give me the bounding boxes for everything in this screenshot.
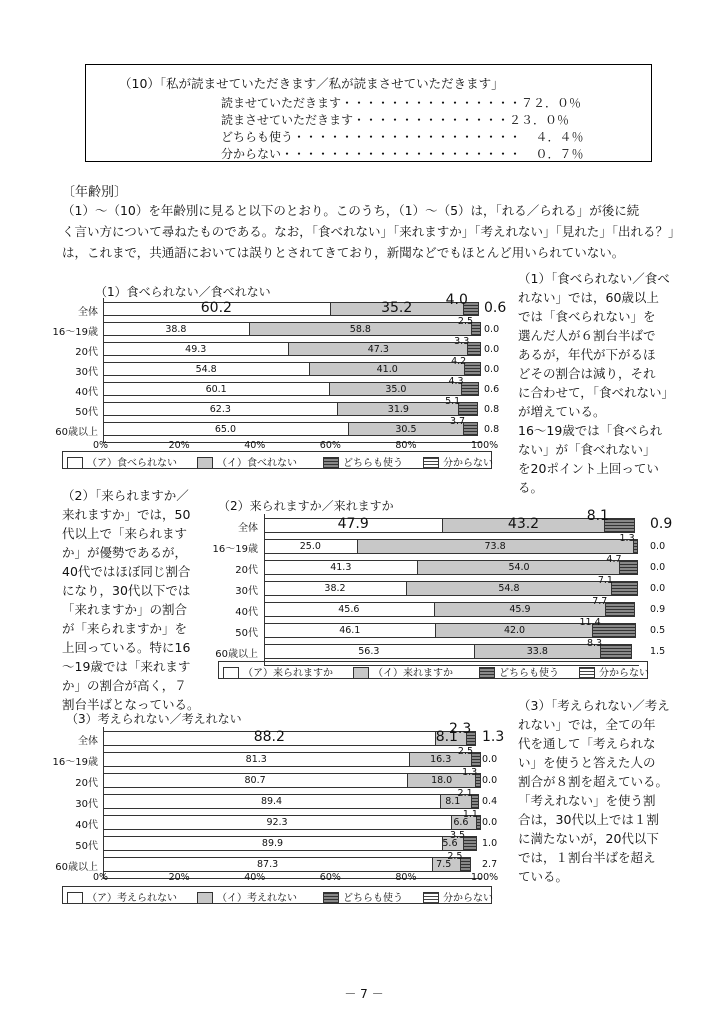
- data-label-unknown: 0.0: [482, 817, 498, 828]
- data-label-unknown: 0.0: [484, 364, 500, 375]
- legend-swatch: [67, 457, 83, 469]
- note-line: どその割合は減り，それ: [518, 366, 656, 381]
- note-1: [518, 269, 718, 497]
- data-label: 2.1: [457, 788, 473, 799]
- note-line: 代以上で「来られます: [62, 526, 188, 541]
- legend-swatch: [423, 457, 439, 469]
- legend-swatch: [323, 457, 339, 469]
- axis-tick-label: 20%: [168, 872, 190, 883]
- summary-row: どちらも使う・・・・・・・・・・・・・・・・・・・ ４．４％: [221, 130, 584, 144]
- note-line: 16～19歳では「食べられ: [518, 423, 663, 438]
- note-line: を20ポイント上回ってい: [518, 461, 659, 476]
- data-label: 65.0: [214, 424, 236, 435]
- bar-segment-both: [601, 644, 632, 659]
- data-label: 49.3: [185, 344, 207, 355]
- data-label: 35.2: [381, 300, 413, 316]
- data-label: 8.3: [586, 638, 603, 649]
- note-line: あるが，年代が下がるほ: [518, 347, 656, 362]
- data-label: 5.1: [445, 396, 461, 407]
- data-label-unknown: 0.8: [484, 404, 500, 415]
- data-label-unknown: 0.8: [484, 424, 500, 435]
- legend-label: 分からない: [443, 893, 493, 904]
- note-line: る。: [518, 480, 544, 495]
- axis-tick-label: 80%: [395, 872, 417, 883]
- note-line: 合は，30代以上では１割: [518, 812, 659, 827]
- chart-legend: [62, 451, 492, 469]
- data-label: 46.1: [339, 625, 361, 636]
- data-label-unknown: 0.9: [650, 604, 666, 615]
- legend-swatch: [197, 892, 213, 904]
- data-label-unknown: 2.7: [482, 859, 498, 870]
- data-label: 89.4: [260, 796, 283, 807]
- data-label-unknown: 0.0: [482, 754, 498, 765]
- data-label-unknown: 0.0: [650, 541, 666, 552]
- axis-tick-label: 20%: [168, 440, 190, 451]
- legend-swatch: [353, 667, 369, 679]
- data-label: 56.3: [358, 646, 380, 657]
- data-label: 41.3: [330, 562, 352, 573]
- data-label: 3.7: [449, 416, 466, 427]
- note-line: れない」では，60歳以上: [518, 290, 659, 305]
- bar-segment-both: [472, 794, 480, 809]
- legend-label: （ア）食べられない: [87, 458, 177, 469]
- data-label: 4.7: [606, 554, 622, 565]
- bar-segment-both: [468, 342, 480, 356]
- note-line: 選んだ人が６割台半ばで: [518, 328, 656, 343]
- bar-segment-both: [464, 422, 478, 436]
- data-label-unknown: 0.0: [484, 344, 500, 355]
- data-label: 4.3: [448, 376, 464, 387]
- note-line: （3）「考えられない／考え: [518, 698, 670, 713]
- note-line: い」を使うと答えた人の: [518, 755, 656, 770]
- note-line: か」が優勢であるが，: [62, 545, 188, 560]
- chart-legend: [218, 661, 648, 679]
- data-label: 35.0: [385, 384, 407, 395]
- data-label-unknown: 0.0: [650, 562, 666, 573]
- data-label-unknown: 0.6: [484, 384, 500, 395]
- category-label: 全体: [78, 736, 98, 747]
- data-label: 80.7: [244, 775, 266, 786]
- data-label-unknown: 0.9: [650, 516, 673, 532]
- category-label: 40代: [235, 607, 258, 618]
- note-line: が「来られますか」を: [62, 621, 188, 636]
- data-label: 73.8: [484, 541, 506, 552]
- data-label-unknown: 0.4: [482, 796, 498, 807]
- intro-line: （1）～（10）を年齢別に見ると以下のとおり。このうち，（1）～（5）は，「れる／られる」が後に続: [62, 203, 640, 218]
- note-line: ている。: [518, 869, 569, 884]
- page-number: － 7 －: [344, 987, 384, 1001]
- legend-swatch: [197, 457, 213, 469]
- data-label: 31.9: [387, 404, 409, 415]
- bar-segment-both: [461, 857, 470, 872]
- bar-segment-both: [464, 836, 477, 851]
- category-label: 50代: [75, 841, 98, 852]
- data-label: 87.3: [256, 859, 279, 870]
- bar-segment-both: [605, 518, 635, 533]
- data-label: 4.0: [445, 292, 468, 308]
- data-label: 8.1: [445, 796, 461, 807]
- axis-tick-label: 0%: [93, 872, 109, 883]
- legend-swatch: [479, 667, 495, 679]
- data-label: 89.9: [261, 838, 284, 849]
- data-label: 1.1: [462, 809, 478, 820]
- data-label: 92.3: [266, 817, 288, 828]
- summary-row: 読まさせていただきます・・・・・・・・・・・・・２３．０％: [221, 113, 570, 127]
- data-label: 6.6: [453, 817, 469, 828]
- chart-title: （2）来られますか／来れますか: [218, 499, 394, 513]
- note-line: ～19歳では「来れます: [62, 659, 191, 674]
- data-label-unknown: 0.5: [650, 625, 666, 636]
- axis-tick-label: 60%: [319, 872, 341, 883]
- legend-label: 分からない: [599, 668, 649, 679]
- data-label: 2.5: [457, 746, 474, 757]
- data-label: 3.5: [449, 830, 466, 841]
- category-label: 全体: [238, 523, 258, 534]
- data-label: 8.1: [435, 729, 458, 745]
- note-line: 上回っている。特に16: [62, 640, 191, 655]
- legend-label: どちらも使う: [343, 893, 403, 904]
- category-label: 60歳以上: [55, 427, 98, 438]
- data-label: 47.9: [337, 516, 369, 532]
- bar-segment-both: [612, 581, 639, 596]
- data-label: 54.8: [195, 364, 217, 375]
- data-label-unknown: 1.5: [650, 646, 666, 657]
- axis-tick-label: 40%: [244, 440, 266, 451]
- note-line: に合わせて，「食べれない」: [518, 385, 675, 400]
- summary-row: 読ませていただきます・・・・・・・・・・・・・・・７２．０％: [221, 96, 582, 110]
- axis-tick-label: 100%: [471, 440, 499, 451]
- data-label-unknown: 0.0: [484, 324, 500, 335]
- data-label: 81.3: [245, 754, 267, 765]
- bar-segment-both: [462, 382, 478, 396]
- intro-line: は，これまで，共通語においては誤りとされてきており，新聞などでもほとんど用いられていない。: [62, 245, 625, 260]
- category-label: 20代: [235, 565, 258, 576]
- data-label: 42.0: [503, 625, 526, 636]
- data-label: 8.1: [586, 508, 609, 524]
- note-line: では，１割台半ばを超え: [518, 850, 656, 865]
- axis-tick-label: 0%: [93, 440, 109, 451]
- legend-label: （イ）考えれない: [217, 893, 297, 904]
- data-label: 7.1: [597, 575, 613, 586]
- data-label: 38.2: [324, 583, 346, 594]
- category-label: 40代: [75, 820, 98, 831]
- bar-segment-both: [465, 362, 481, 376]
- legend-label: （ア）来られますか: [243, 668, 333, 679]
- legend-label: （イ）来れますか: [373, 668, 453, 679]
- category-label: 60歳以上: [55, 862, 98, 873]
- data-label: 7.7: [592, 596, 608, 607]
- category-label: 16～19歳: [52, 327, 98, 338]
- summary-box: [85, 64, 652, 162]
- note-line: 来れますか」では，50: [62, 507, 191, 522]
- note-line: 40代ではほぼ同じ割合: [62, 564, 191, 579]
- legend-label: 分からない: [443, 458, 493, 469]
- data-label: 58.8: [349, 324, 371, 335]
- data-label-unknown: 1.0: [482, 838, 498, 849]
- data-label: 2.3: [449, 721, 472, 737]
- data-label-unknown: 0.0: [482, 775, 498, 786]
- note-line: では「食べられない」を: [518, 309, 656, 324]
- data-label: 88.2: [253, 729, 285, 745]
- note-line: 割合が８割を超えている。: [518, 774, 669, 789]
- note-line: に満たないが，20代以下: [518, 831, 659, 846]
- category-label: 全体: [78, 307, 98, 318]
- chart-legend: [62, 886, 492, 904]
- axis-tick-label: 60%: [319, 440, 341, 451]
- bar-segment-both: [620, 560, 638, 575]
- category-label: 16～19歳: [52, 757, 98, 768]
- data-label: 7.5: [436, 859, 452, 870]
- note-line: 「考えれない」を使う割: [518, 793, 656, 808]
- category-label: 30代: [75, 367, 98, 378]
- data-label: 2.5: [447, 851, 463, 862]
- category-label: 20代: [75, 778, 98, 789]
- data-label: 60.2: [200, 300, 232, 316]
- note-line: れない」では，全ての年: [518, 717, 656, 732]
- axis-tick-label: 40%: [244, 872, 266, 883]
- data-label: 25.0: [299, 541, 321, 552]
- data-label: 41.0: [376, 364, 398, 375]
- data-label: 2.5: [457, 316, 474, 327]
- data-label: 11.4: [579, 617, 601, 628]
- data-label: 16.3: [430, 754, 452, 765]
- data-label: 47.3: [367, 344, 389, 355]
- bar-segment-both: [459, 402, 478, 416]
- bar-segment-both: [472, 322, 481, 336]
- note-line: ない」が「食べれない」: [518, 442, 656, 457]
- note-line: （2）「来られますか／: [62, 488, 189, 503]
- data-label: 3.3: [454, 336, 470, 347]
- data-label: 30.5: [395, 424, 417, 435]
- note-line: になり，30代以下では: [62, 583, 191, 598]
- note-line: が増えている。: [518, 404, 606, 419]
- note-line: （1）「食べられない／食べ: [518, 271, 670, 286]
- category-label: 60歳以上: [215, 649, 258, 660]
- legend-label: （イ）食べれない: [217, 458, 297, 469]
- legend-label: どちらも使う: [343, 458, 403, 469]
- data-label: 1.3: [462, 767, 478, 778]
- data-label: 38.8: [165, 324, 187, 335]
- intro-line: く言い方について尋ねたものである。なお，「食べれない」「来れますか」「考えれない」「見れた」「出れる？」: [62, 224, 681, 239]
- data-label-unknown: 1.3: [482, 729, 505, 745]
- legend-label: （ア）考えられない: [87, 893, 177, 904]
- data-label: 18.0: [431, 775, 453, 786]
- summary-title: （10）「私が読ませていただきます／私が読まさせていただきます」: [119, 76, 504, 91]
- legend-swatch: [579, 667, 595, 679]
- bar-segment-both: [472, 752, 481, 767]
- note-line: か」の割合が高く，７: [62, 678, 187, 693]
- chart-title: （3）考えられない／考えれない: [66, 712, 242, 726]
- category-label: 40代: [75, 387, 98, 398]
- legend-swatch: [323, 892, 339, 904]
- data-label: 62.3: [209, 404, 231, 415]
- data-label-unknown: 0.6: [484, 300, 507, 316]
- axis-tick-label: 80%: [395, 440, 417, 451]
- data-label: 45.6: [338, 604, 360, 615]
- data-label: 54.0: [508, 562, 530, 573]
- chart-title: （1）食べられない／食べれない: [95, 285, 271, 299]
- legend-swatch: [423, 892, 439, 904]
- category-label: 20代: [75, 347, 98, 358]
- category-label: 16～19歳: [212, 544, 258, 555]
- category-label: 50代: [235, 628, 258, 639]
- legend-label: どちらも使う: [499, 668, 559, 679]
- category-label: 30代: [75, 799, 98, 810]
- note-line: 「来れますか」の割合: [62, 602, 188, 617]
- note-3: [518, 696, 718, 886]
- data-label: 33.8: [526, 646, 548, 657]
- category-label: 30代: [235, 586, 258, 597]
- legend-swatch: [67, 892, 83, 904]
- axis-tick-label: 100%: [471, 872, 499, 883]
- data-label: 5.6: [442, 838, 458, 849]
- section-heading: 〔年齢別〕: [62, 185, 128, 200]
- bar-segment-both: [606, 602, 635, 617]
- data-label: 1.3: [619, 533, 635, 544]
- note-line: 代を通して「考えられな: [518, 736, 656, 751]
- data-label: 54.8: [498, 583, 520, 594]
- data-label: 45.9: [509, 604, 531, 615]
- category-label: 50代: [75, 407, 98, 418]
- note-line: 割台半ばとなっている。: [62, 697, 200, 712]
- data-label: 43.2: [507, 516, 540, 532]
- legend-swatch: [223, 667, 239, 679]
- data-label-unknown: 0.0: [650, 583, 666, 594]
- summary-row: 分からない・・・・・・・・・・・・・・・・・・・・ ０．７％: [221, 147, 584, 161]
- data-label: 4.2: [451, 356, 467, 367]
- data-label: 60.1: [205, 384, 227, 395]
